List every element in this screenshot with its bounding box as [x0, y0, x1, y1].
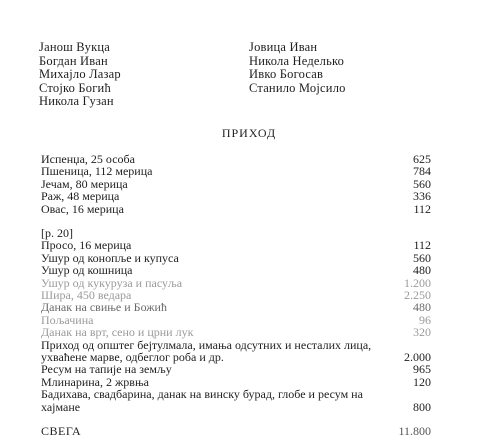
income-value: 800 — [413, 399, 431, 414]
income-row — [41, 165, 431, 177]
income-row — [41, 239, 431, 251]
income-value: 560 — [413, 176, 431, 191]
income-row-multiline — [41, 339, 431, 364]
income-row — [41, 203, 431, 215]
income-row — [41, 326, 431, 338]
income-value: 625 — [413, 152, 431, 166]
income-value: 112 — [413, 201, 431, 216]
name-entry: Богдан Иван — [39, 53, 108, 68]
income-label: Раж, 48 мерица — [41, 189, 120, 204]
income-label: Пољачина — [41, 312, 94, 327]
income-row — [41, 264, 431, 276]
income-value: 120 — [413, 374, 431, 389]
name-entry: Михајло Лазар — [39, 67, 121, 82]
income-label: Млинарина, 2 жрвња — [41, 374, 149, 389]
income-value: 480 — [413, 300, 431, 315]
names-column-left — [39, 41, 121, 109]
income-label: Овас, 16 мерица — [41, 201, 124, 216]
total-row — [41, 424, 431, 438]
income-value: 965 — [413, 362, 431, 377]
income-value: 784 — [413, 164, 431, 179]
income-label: Испенџа, 25 особа — [41, 152, 135, 166]
income-label: Данак на врт, сено и црни лук — [41, 325, 194, 340]
income-row — [41, 363, 431, 375]
income-value: 2.250 — [404, 287, 431, 302]
total-label: СВЕГА — [41, 424, 82, 438]
income-label: Ресум на тапије на земљу — [41, 362, 172, 377]
income-table-part-1 — [41, 153, 431, 215]
income-label: Ушур од кукуруза и пасуља — [41, 275, 183, 290]
income-label: Бадихава, свадбарина, данак на винску бурад, глобе и ресум на хајмане — [41, 387, 363, 414]
income-label: Ушур од конопље и купуса — [41, 250, 179, 265]
income-label: Просо, 16 мерица — [41, 238, 132, 253]
income-label: Ушур од кошница — [41, 263, 133, 278]
name-entry: Стојко Богић — [39, 80, 111, 95]
income-value: 2.000 — [404, 349, 431, 364]
income-value: 1.200 — [404, 275, 431, 290]
income-label: Јечам, 80 мерица — [41, 176, 128, 191]
income-label: Приход од општег бејтулмала, имања одсутних и несталих лица, ухваћене марве, одбеглог роба и др. — [41, 337, 372, 364]
name-entry: Никола Неделько — [249, 53, 345, 68]
name-entry: Јовица Иван — [249, 40, 318, 54]
income-row-multiline — [41, 388, 431, 413]
income-value: 336 — [413, 189, 431, 204]
names-column-right — [249, 41, 346, 95]
income-table-part-2 — [41, 227, 431, 413]
income-row — [41, 301, 431, 313]
income-value: 112 — [413, 238, 431, 253]
name-entry: Ивко Богосав — [249, 67, 324, 82]
name-entry: Станило Мојсило — [249, 80, 346, 95]
income-value: 560 — [413, 250, 431, 265]
name-entry: Никола Гузан — [39, 94, 114, 109]
income-value: 320 — [413, 325, 431, 340]
income-row — [41, 190, 431, 202]
income-label: Шира, 450 ведара — [41, 287, 132, 302]
page-marker: [р. 20] — [41, 226, 73, 240]
income-value: 480 — [413, 263, 431, 278]
income-label: Пшеница, 112 мерица — [41, 164, 153, 179]
income-label: Данак на свиње и Божић — [41, 300, 167, 315]
name-entry: Јанош Вукца — [39, 40, 111, 54]
section-heading: ПРИХОД — [221, 126, 277, 140]
income-value: 96 — [419, 312, 431, 327]
total-value: 11.800 — [398, 424, 431, 438]
